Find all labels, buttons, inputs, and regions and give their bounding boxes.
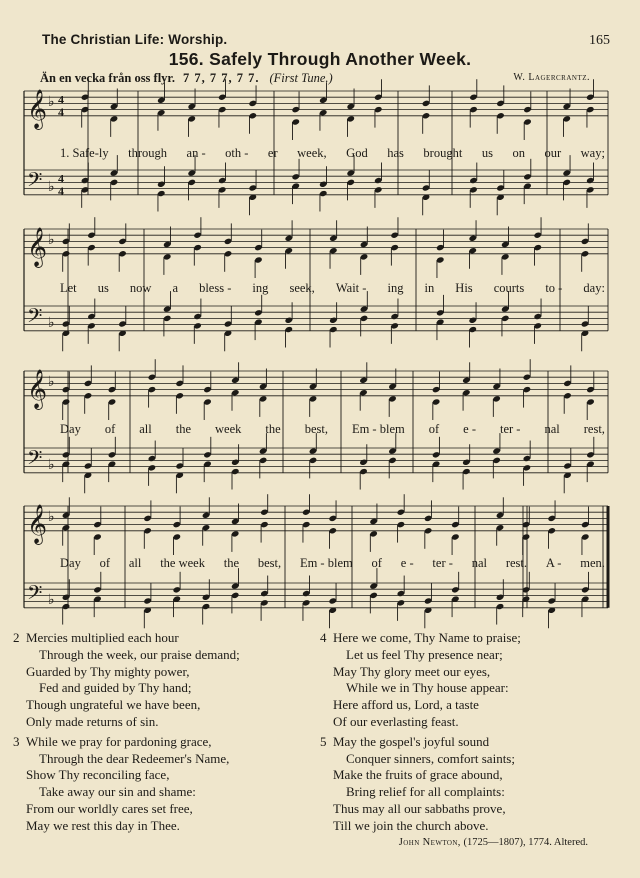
lyric-syllable: of [371,556,382,570]
lyric-syllable: has [387,146,404,160]
meter: 7 7, 7 7, 7 7. [182,71,260,85]
lyric-syllable: rest, [583,422,605,436]
verse-line: Conquer sinners, comfort saints; [346,750,515,766]
flat-icon: ♭ [48,373,55,390]
lyric-syllable: courts [493,281,525,295]
lyric-syllable: bless - [199,281,232,295]
lyric-syllable: ter - [432,556,453,570]
lyric-syllable: way; [580,146,605,160]
verse-line: Through the dear Redeemer's Name, [39,750,230,766]
verse-line: Though ungrateful we have been, [26,697,201,713]
verse-5 [320,733,521,835]
time-signature: 4 [58,171,64,186]
verse-line: Here we come, Thy Name to praise; [333,630,521,645]
verse-line: Mercies multiplied each hour [26,630,179,645]
verse-2 [13,630,240,731]
flat-icon: ♭ [48,457,55,474]
treble-clef-icon: 𝄞 [27,368,48,409]
verse-line: Bring relief for all complaints: [346,784,505,800]
flat-icon: ♭ [48,315,55,332]
lyric-syllable: nal [544,422,560,436]
lyric-syllable: Em - blem [299,556,353,570]
flat-icon: ♭ [48,93,55,110]
time-signature: 4 [58,104,64,119]
lyric-syllable: Em - blem [351,422,405,436]
verse-line: Show Thy reconciling face, [26,767,170,783]
tune-note: (First Tune.) [269,71,333,85]
lyric-line-2 [60,281,605,297]
lyric-syllable: all [139,422,152,436]
verse-line: May we rest this day in Thee. [26,817,180,833]
credit-note: Altered. [553,837,588,848]
verses-left-column [13,630,240,838]
tune-name: Än en vecka från oss flyr. [40,71,175,85]
lyric-line-3 [60,422,605,438]
lyric-syllable: ter - [499,422,521,436]
time-signature: 4 [58,183,64,198]
lyric-syllable: rest. [505,556,527,570]
verse-line: Only made returns of sin. [26,713,159,729]
lyric-syllable: ing [252,281,269,295]
author-dates: (1725—1807), 1774. [463,837,552,848]
section-heading: The Christian Life: Worship. [42,32,228,47]
verse-number: 4 [320,630,327,645]
lyric-syllable: God [346,146,368,160]
lyric-syllable: oth - [225,146,249,160]
lyric-syllable: A - [545,556,562,570]
verse-number: 5 [320,733,327,749]
flat-icon: ♭ [48,592,55,609]
verse-number: 2 [13,630,20,645]
lyric-syllable: best, [257,556,282,570]
verse-line: May the gospel's joyful sound [333,733,490,749]
lyric-syllable: His [455,281,473,295]
lyric-syllable: week, [297,146,327,160]
lyric-syllable: to - [545,281,563,295]
lyric-syllable: of [99,556,111,570]
verse-line: Here afford us, Lord, a taste [333,697,479,713]
verse-line: Guarded by Thy mighty power, [26,663,190,679]
bass-clef-icon: 𝄢 [27,167,43,196]
lyric-syllable: Let [60,281,77,295]
verse-line: Till we join the church above. [333,817,489,833]
lyric-syllable: week [215,422,242,436]
verse-line: May Thy glory meet our eyes, [333,663,491,679]
lyric-line-1 [60,146,605,162]
bass-clef-icon: 𝄢 [27,445,43,474]
lyric-syllable: nal [471,556,487,570]
verse-number: 3 [13,733,20,749]
lyric-syllable: best, [304,422,328,436]
hymn-title: 156. Safely Through Another Week. [168,49,472,69]
lyric-syllable: Day [60,422,81,436]
lyric-syllable: in [424,281,435,295]
lyric-syllable: through [128,146,168,160]
lyric-syllable: of [428,422,440,436]
verse-line: Through the week, our praise demand; [39,646,240,662]
lyric-syllable: the [175,422,192,436]
verse-line: While we pray for pardoning grace, [26,733,212,749]
lyric-syllable: a [172,281,179,295]
lyric-syllable: e - [400,556,414,570]
lyric-syllable: an - [186,146,206,160]
flat-icon: ♭ [48,179,55,196]
verse-line: From our worldly cares set free, [26,800,193,816]
treble-clef-icon: 𝄞 [27,503,48,544]
composer-credit: W. Lagercrantz. [513,72,590,83]
lyric-syllable: our [544,146,562,160]
lyric-syllable: er [267,146,278,160]
page-number: 165 [589,33,610,48]
lyric-syllable: ing [387,281,404,295]
lyric-syllable: Day [60,556,81,570]
lyric-syllable: the week [160,556,205,570]
lyric-syllable: now [129,281,152,295]
lyric-syllable: men. [580,556,605,570]
lyric-syllable: the [265,422,281,436]
lyric-syllable: day: [583,281,605,295]
flat-icon: ♭ [48,231,55,248]
verse-line: Fed and guided by Thy hand; [39,680,192,696]
verses-right-column [320,630,521,838]
treble-clef-icon: 𝄞 [27,226,48,267]
verse-line: Of our everlasting feast. [333,713,459,729]
verse-line: Make the fruits of grace abound, [333,767,503,783]
lyric-syllable: Wait - [335,281,367,295]
lyric-syllable: us [481,146,493,160]
verse-line: Let us feel Thy presence near; [346,646,503,662]
author-name: John Newton, [398,837,461,848]
bass-clef-icon: 𝄢 [27,580,43,609]
verse-line: Take away our sin and shame: [39,784,196,800]
verse-line: Thus may all our sabbaths prove, [333,800,506,816]
lyric-syllable: on [512,146,525,160]
verse-line: While we in Thy house appear: [346,680,509,696]
verse-4 [320,630,521,731]
treble-clef-icon: 𝄞 [27,88,48,129]
flat-icon: ♭ [48,508,55,525]
lyric-line-4 [60,556,605,572]
text-author-credit [399,837,588,848]
lyric-syllable: brought [423,146,463,160]
lyric-syllable: 1. Safe-ly [60,146,109,160]
lyric-syllable: seek, [289,281,315,295]
lyric-syllable: e - [463,422,476,436]
lyric-syllable: us [97,281,109,295]
time-signature: 4 [58,92,64,107]
bass-clef-icon: 𝄢 [27,303,43,332]
verse-3 [13,733,240,835]
lyric-syllable: of [104,422,116,436]
lyric-syllable: the [223,556,240,570]
lyric-syllable: all [128,556,142,570]
